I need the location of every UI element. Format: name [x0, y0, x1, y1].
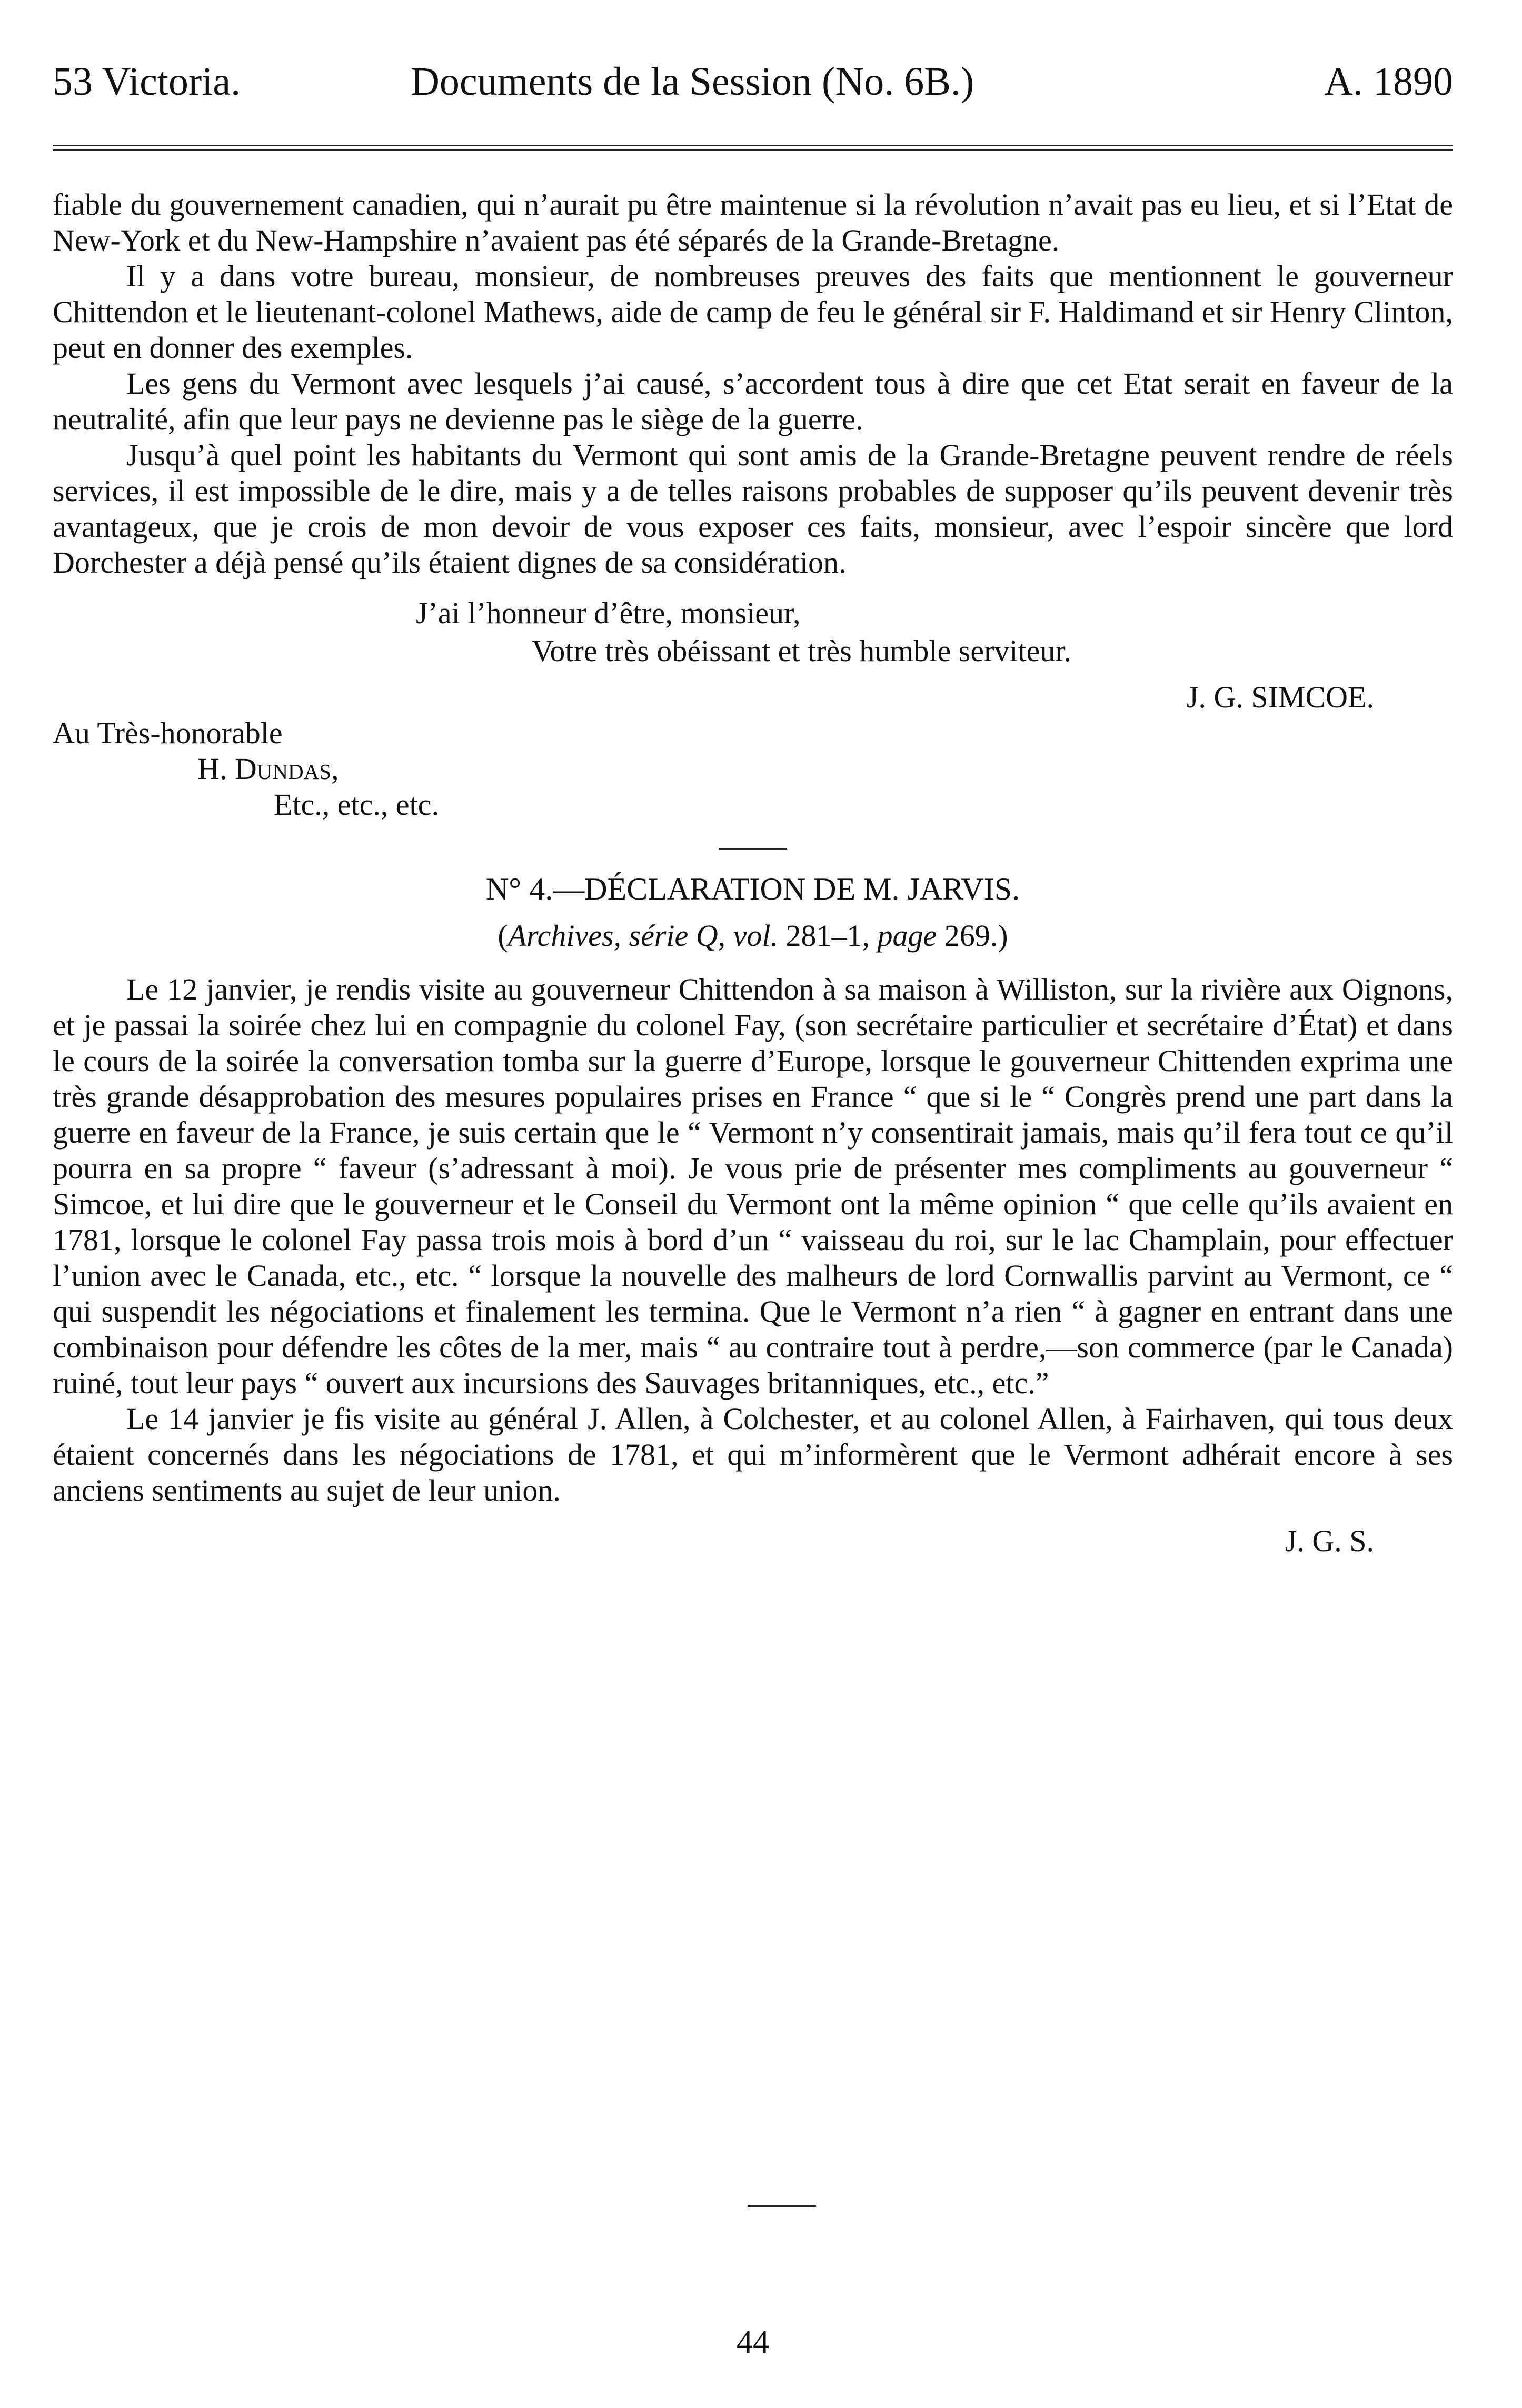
- header-document-title: Documents de la Session (No. 6B.): [411, 59, 974, 104]
- header-session-year: 53 Victoria.: [53, 59, 241, 104]
- running-header: [53, 50, 1453, 113]
- section-title: N° 4.—DÉCLARATION DE M. JARVIS.: [485, 872, 1020, 906]
- header-year: A. 1890: [1324, 59, 1453, 104]
- section-divider-rule: [719, 848, 787, 850]
- addressee-line-2: [197, 751, 1453, 787]
- letter-paragraph-4: Jusqu’à quel point les habitants du Vermont qui sont amis de la Grande-Bretagne peuvent rendre de réels services, il est impossible de le dire, mais y a de telles raisons probables de supposer qu’ils peuvent devenir très avantageux, que je crois de mon devoir de vous exposer ces faits, monsieur, avec l’espoir sincère que lord Dorchester a déjà pensé qu’ils étaient dignes de sa considération.: [53, 438, 1453, 579]
- addressee-name: Dundas: [234, 752, 332, 786]
- document-page: [53, 0, 1453, 2408]
- letter-closing-salutation: J’ai l’honneur d’être, monsieur,: [416, 596, 801, 630]
- page-body: [53, 187, 1453, 1559]
- addressee-initial: H.: [197, 752, 235, 786]
- header-double-rule: [53, 145, 1453, 151]
- letter-paragraph-2: Il y a dans votre bureau, monsieur, de nombreuses preuves des faits que mentionnent le gouverneur Chittendon et le lieutenant-colonel Mathews, aide de camp de feu le général sir F. Haldimand et sir Henry Clinton, peut en donner des exemples.: [53, 259, 1453, 365]
- source-archives: Archives, série Q, vol.: [508, 918, 778, 953]
- letter-closing-servant: Votre très obéissant et très humble serviteur.: [532, 634, 1071, 668]
- letter-paragraph-3: Les gens du Vermont avec lesquels j’ai causé, s’accordent tous à dire que cet Etat serait en faveur de la neutralité, afin que leur pays ne devienne pas le siège de la guerre.: [53, 366, 1453, 436]
- addressee-comma: ,: [331, 752, 339, 786]
- source-number: 281–1,: [778, 918, 878, 953]
- page-number: 44: [737, 2324, 769, 2360]
- section-source-citation: [53, 918, 1453, 954]
- footer-divider-rule: [748, 2205, 816, 2207]
- letter-paragraph-1: fiable du gouvernement canadien, qui n’aurait pu être maintenue si la révolution n’avait pas eu lieu, et si l’Etat de New-York et du New-Hampshire n’avaient pas été séparés de la Grande-Bretagne.: [53, 187, 1453, 257]
- source-open-paren: (: [498, 918, 508, 953]
- source-page-label: page: [877, 918, 937, 953]
- declaration-paragraph-2: Le 14 janvier je fis visite au général J. Allen, à Colchester, et au colonel Allen, à Fairhaven, qui tous deux étaient concernés dans les négociations de 1781, et qui m’informèrent que le Vermont adhérait encore à ses anciens sentiments au sujet de leur union.: [53, 1402, 1453, 1507]
- addressee-line-3: Etc., etc., etc.: [274, 787, 439, 822]
- source-page: 269.): [937, 918, 1008, 953]
- declaration-paragraph-1: Le 12 janvier, je rendis visite au gouverneur Chittendon à sa maison à Williston, sur la rivière aux Oignons, et je passai la soirée chez lui en compagnie du colonel Fay, (son secrétaire particulier et secrétaire d’État) et dans le cours de la soirée la conversation tomba sur la guerre d’Europe, lorsque le gouverneur Chittenden exprima une très grande désapprobation des mesures populaires prises en France “ que si le “ Congrès prend une part dans la guerre en faveur de la France, je suis certain que le “ Vermont n’y consentirait jamais, mais qu’il fera tout ce qu’il pourra en sa propre “ faveur (s’adressant à moi). Je vous prie de présenter mes compliments au gouverneur “ Simcoe, et lui dire que le gouverneur et le Conseil du Vermont ont la même opinion “ que celle qu’ils avaient en 1781, lorsque le colonel Fay passa trois mois à bord d’un “ vaisseau du roi, sur le lac Champlain, pour effectuer l’union avec le Canada, etc., etc. “ lorsque la nouvelle des malheurs de lord Cornwallis parvint au Vermont, ce “ qui suspendit les négociations et finalement les termina. Que le Vermont n’a rien “ à gagner en entrant dans une combinaison pour défendre les côtes de la mer, mais “ au contraire tout à perdre,—son commerce (par le Canada) ruiné, tout leur pays “ ouvert aux incursions des Sauvages britanniques, etc., etc.”: [53, 972, 1453, 1400]
- letter-signature: J. G. SIMCOE.: [1186, 680, 1374, 714]
- addressee-line-1: Au Très-honorable: [53, 716, 283, 750]
- declaration-initials: J. G. S.: [1285, 1524, 1374, 1558]
